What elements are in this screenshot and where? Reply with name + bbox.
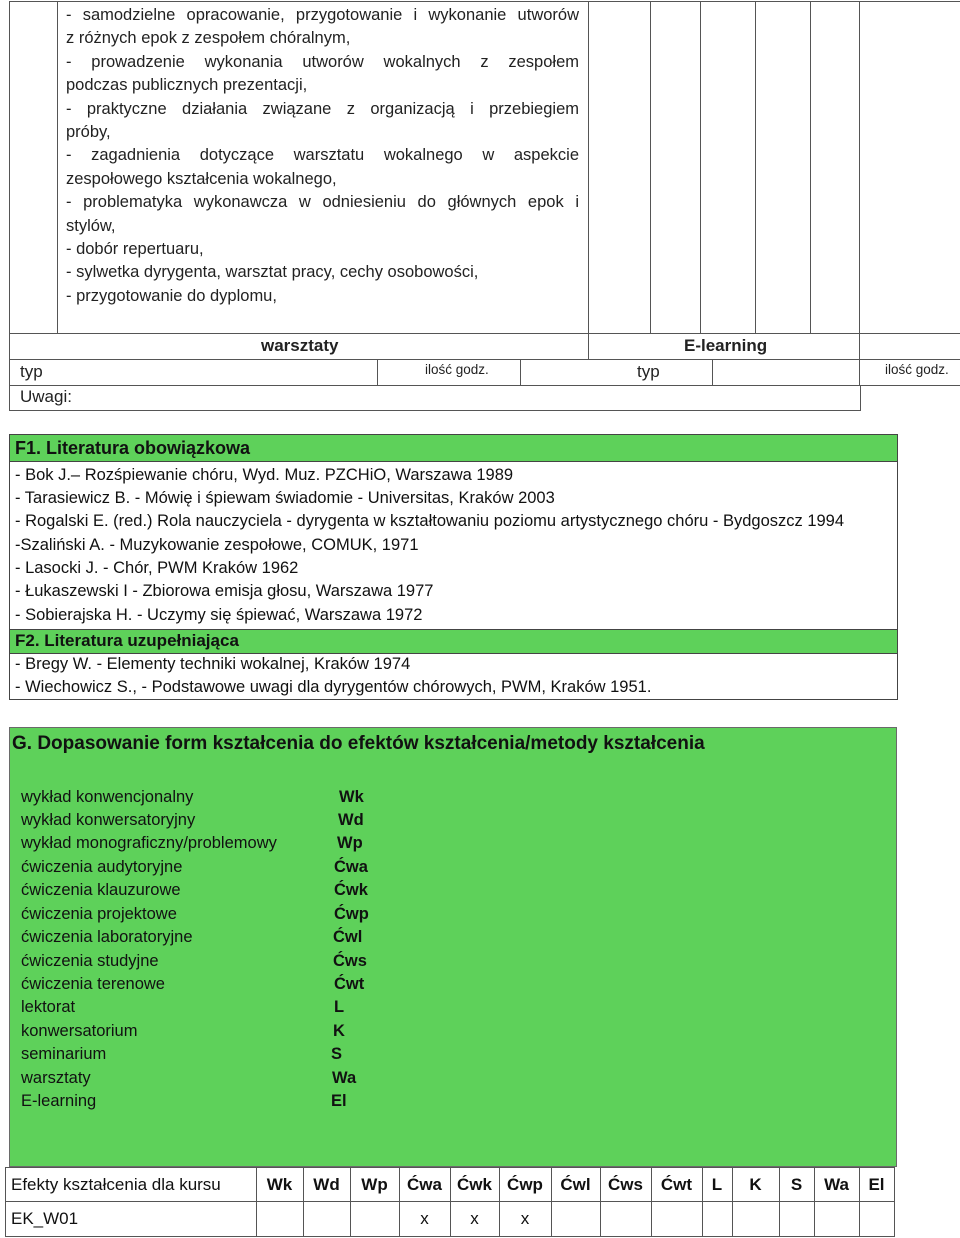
effect-mark: x [520,1209,530,1228]
table-border [700,1,701,333]
table-border [810,1,811,333]
effect-row-label: EK_W01 [11,1209,79,1228]
form-code: El [331,1092,347,1110]
course-content-text [66,4,579,308]
ilosc-godz-right: ilość godz. [885,362,949,377]
form-name: ćwiczenia laboratoryjne [21,928,193,946]
form-code: Ćws [333,952,367,970]
table-border [650,1,651,333]
table-border [755,1,756,333]
literature-item: - Lasocki J. - Chór, PWM Kraków 1962 [15,559,299,577]
form-name: E-learning [21,1092,97,1110]
column-header: Wa [824,1175,849,1194]
content-line: podczas publicznych prezentacji, [66,76,308,95]
elearning-header: E-learning [684,336,768,355]
content-line: - zagadnienia dotyczące warsztatu wokalnego w aspekcie [66,146,579,165]
ilosc-godz-left: ilość godz. [425,362,489,377]
table-border [894,1167,895,1237]
form-name: ćwiczenia klauzurowe [21,881,181,899]
uwagi-label: Uwagi: [20,387,72,406]
table-border [588,1,589,333]
form-name: ćwiczenia studyjne [21,952,159,970]
column-header: Wk [266,1175,293,1194]
form-name: warsztaty [21,1069,91,1087]
column-header: Ćwk [457,1175,492,1194]
table-border [9,333,960,334]
content-line: - sylwetka dyrygenta, warsztat pracy, cechy osobowości, [66,263,479,282]
table-border [9,385,960,386]
effect-mark: x [420,1209,429,1228]
column-header: Ćwa [407,1175,442,1194]
column-header: Ćwp [507,1175,543,1194]
column-header: Wd [313,1175,340,1194]
form-code: Wd [338,811,364,829]
table-border [859,333,860,359]
table-border [377,359,378,385]
form-name: ćwiczenia audytoryjne [21,858,183,876]
table-border [5,1167,6,1237]
form-code: Ćwa [334,858,368,876]
content-line: - problematyka wykonawcza w odniesieniu do głównych epok i [66,193,579,212]
typ-label-left: typ [20,362,43,381]
content-line: - samodzielne opracowanie, przygotowanie i wykonanie utworów [66,6,579,24]
column-header: El [868,1175,885,1194]
form-name: seminarium [21,1045,107,1063]
table-border [520,359,521,385]
form-name: lektorat [21,998,76,1016]
content-line: próby, [66,123,111,142]
warsztaty-header: warsztaty [261,336,339,355]
content-line: - dobór repertuaru, [66,240,204,259]
table-border [859,1,860,333]
literature-item: - Wiechowicz S., - Podstawowe uwagi dla dyrygentów chórowych, PWM, Kraków 1951. [15,678,652,696]
form-code: Ćwl [333,928,363,946]
form-name: konwersatorium [21,1022,138,1040]
typ-label-right: typ [637,362,660,381]
column-header: S [790,1175,803,1194]
table-border [588,333,589,359]
table-border [9,1,10,410]
effects-header-label: Efekty kształcenia dla kursu [11,1175,221,1194]
form-code: K [333,1022,345,1040]
table-border [860,385,861,411]
column-header: L [711,1175,723,1194]
f2-title: F2. Literatura uzupełniająca [15,631,239,650]
table-border [712,359,713,385]
form-code: Ćwp [334,905,369,923]
content-line: - praktyczne działania związane z organizacją i przebiegiem [66,99,579,118]
f1-title: F1. Literatura obowiązkowa [15,438,251,458]
column-header: Ćwl [560,1175,591,1194]
column-header: Wp [361,1175,388,1194]
form-name: wykład monograficzny/problemowy [21,834,277,852]
content-line: - prowadzenie wykonania utworów wokalnych z zespołem [66,52,579,71]
content-line: stylów, [66,216,116,235]
table-border [9,410,861,411]
table-border [57,1,58,333]
literature-item: - Łukaszewski I - Zbiorowa emisja głosu, Warszawa 1977 [15,582,434,600]
table-border [9,1,960,2]
literature-item: - Rogalski E. (red.) Rola nauczyciela - dyrygenta w kształtowaniu poziomu artystycznego chóru - Bydgoszcz 1994 [15,512,845,530]
effect-mark: x [470,1209,479,1228]
form-code: S [331,1045,343,1063]
form-name: wykład konwencjonalny [21,788,194,806]
content-line: - przygotowanie do dyplomu, [66,286,277,305]
content-line: zespołowego kształcenia wokalnego, [66,169,337,188]
literature-item: - Bregy W. - Elementy techniki wokalnej, Kraków 1974 [15,655,411,673]
form-code: L [334,998,345,1016]
column-header: Ćws [608,1175,643,1194]
form-code: Ćwk [334,881,368,899]
section-g-title: G. Dopasowanie form kształcenia do efektów kształcenia/metody kształcenia [12,733,705,754]
table-border [9,359,960,360]
form-code: Ćwt [334,975,365,993]
literature-item: - Sobierajska H. - Uczymy się śpiewać, Warszawa 1972 [15,606,423,624]
form-name: ćwiczenia terenowe [21,975,165,993]
literature-item: - Bok J.– Rozśpiewanie chóru, Wyd. Muz. PZCHiO, Warszawa 1989 [15,466,514,484]
column-header: K [749,1175,762,1194]
literature-item: - Tarasiewicz B. - Mówię i śpiewam świadomie - Universitas, Kraków 2003 [15,489,555,507]
literature-item: -Szaliński A. - Muzykowanie zespołowe, COMUK, 1971 [15,536,419,554]
form-name: ćwiczenia projektowe [21,905,177,923]
form-code: Wa [332,1069,357,1087]
table-border [859,359,860,385]
form-code: Wk [339,788,364,806]
form-code: Wp [337,834,363,852]
column-header: Ćwt [660,1175,693,1194]
content-line: z różnych epok z zespołem chóralnym, [66,29,351,48]
form-name: wykład konwersatoryjny [21,811,196,829]
